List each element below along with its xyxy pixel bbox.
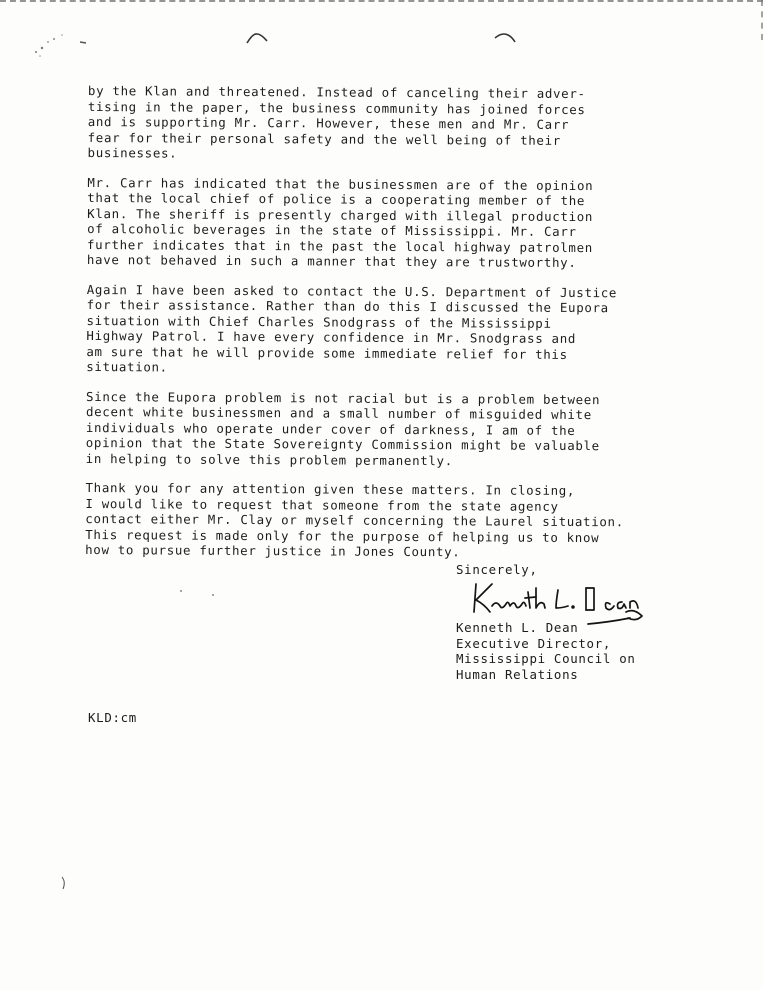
body-line: Thank you for any attention given these matters. In closing, xyxy=(85,479,576,498)
body-line: that the local chief of police is a cooperating member of the xyxy=(87,189,586,209)
scan-speck xyxy=(212,594,214,596)
body-line: fear for their personal safety and the well being of their xyxy=(87,129,561,148)
closing-salutation: Sincerely, xyxy=(456,562,538,577)
stray-pen-mark xyxy=(60,876,68,890)
body-line: Klan. The sheriff is presently charged with illegal production xyxy=(87,205,594,224)
body-line: situation. xyxy=(86,358,168,375)
punch-hole-mark-right xyxy=(494,32,516,44)
body-line: Mr. Carr has indicated that the businessmen are of the opinion xyxy=(87,174,594,193)
body-line: in helping to solve this problem permanently. xyxy=(85,450,453,468)
scan-top-edge xyxy=(0,0,763,6)
body-line: have not behaved in such a manner that they are trustworthy. xyxy=(86,251,577,270)
body-line: contact either Mr. Clay or myself concerning the Laurel situation. xyxy=(85,510,624,530)
punch-hole-mark-left xyxy=(246,32,268,44)
body-line: This request is made only for the purpose of helping us to know xyxy=(85,526,600,545)
body-line: Again I have been asked to contact the U.S. Department of Justice xyxy=(86,281,618,300)
paragraph-2 xyxy=(87,174,708,271)
body-line: I would like to request that someone from the state agency xyxy=(85,495,559,514)
scan-specks xyxy=(30,30,100,60)
signer-title: Executive Director, xyxy=(456,635,612,651)
body-line: how to pursue further justice in Jones County. xyxy=(85,541,461,560)
body-line: Since the Eupora problem is not racial but is a problem between xyxy=(86,388,601,407)
body-line: Highway Patrol. I have every confidence in Mr. Snodgrass and xyxy=(86,327,577,346)
signer-name: Kenneth L. Dean xyxy=(456,620,579,635)
body-line: individuals who operate under cover of darkness, I am of the xyxy=(85,419,576,438)
body-line: tising in the paper, the business community has joined forces xyxy=(87,98,586,117)
closing xyxy=(456,562,538,578)
paragraph-1 xyxy=(88,83,708,164)
paragraph-5 xyxy=(85,480,705,561)
signer-title: Mississippi Council on xyxy=(456,651,636,666)
paragraph-3 xyxy=(86,281,707,378)
paragraph-4 xyxy=(86,388,706,469)
scan-speck xyxy=(180,590,182,592)
letter-body xyxy=(85,83,708,575)
body-line: situation with Chief Charles Snodgrass of the Mississippi xyxy=(86,312,552,331)
signature-block xyxy=(456,620,636,682)
body-line: further indicates that in the past the local highway patrolmen xyxy=(86,236,593,255)
signer-title: Human Relations xyxy=(456,666,579,682)
body-line: decent white businessmen and a small number of misguided white xyxy=(85,403,592,423)
body-line: for their assistance. Rather than do this I discussed the Eupora xyxy=(86,296,609,316)
body-line: am sure that he will provide some immediate relief for this xyxy=(86,343,568,362)
typist-initials: KLD:cm xyxy=(88,710,137,725)
body-line: of alcoholic beverages in the state of Mississippi. Mr. Carr xyxy=(87,220,577,239)
scan-right-edge xyxy=(757,0,763,40)
body-line: and is supporting Mr. Carr. However, these men and Mr. Carr xyxy=(87,113,570,132)
body-line: businesses. xyxy=(87,144,178,161)
body-line: by the Klan and threatened. Instead of canceling their adver- xyxy=(87,83,586,102)
body-line: opinion that the State Sovereignty Commission might be valuable xyxy=(85,434,600,454)
